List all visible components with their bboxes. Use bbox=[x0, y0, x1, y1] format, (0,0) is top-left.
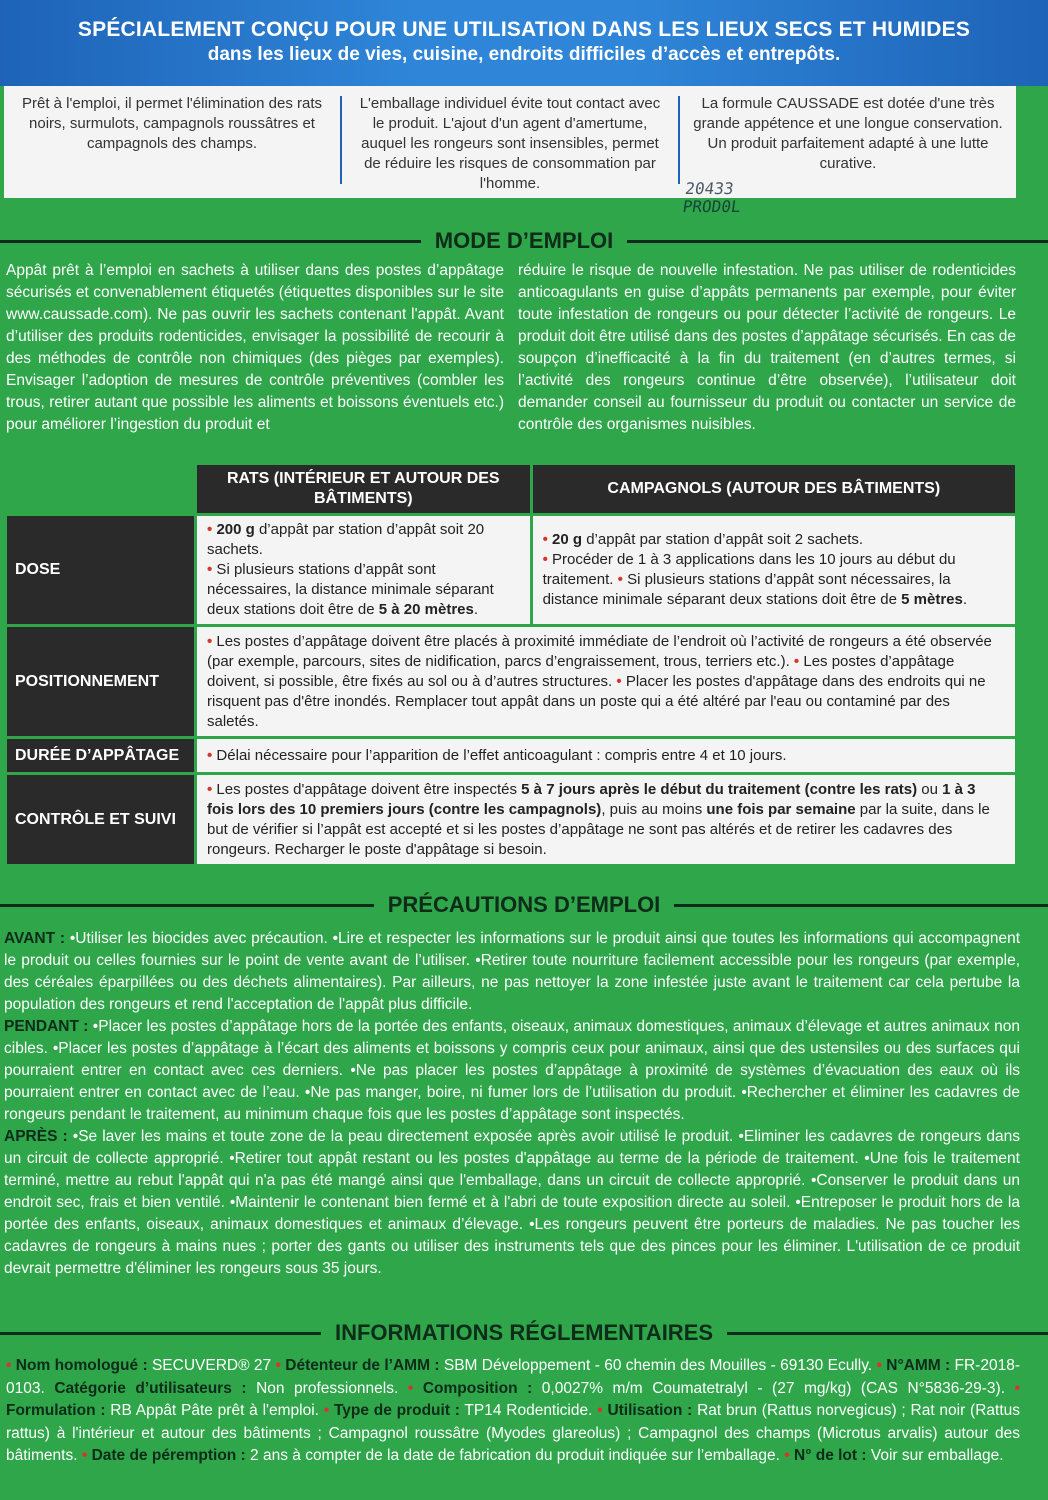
apres-item: Les rongeurs peuvent être porteurs de maladies. Ne pas toucher les cadavres de rongeurs à mains nues ; porter des gants ou utiliser des instruments tels que des pinces pour les éliminer. L'utilisation de ce produit devrait permettre d'éliminer les rongeurs sous 35 jours. bbox=[4, 1216, 1020, 1277]
heading-rule bbox=[727, 1332, 1048, 1335]
duree-text-value: Délai nécessaire pour l’apparition de l’effet anticoagulant : compris entre 4 et 10 jours. bbox=[212, 746, 787, 764]
table-row-duree bbox=[6, 738, 1017, 774]
positionnement-text bbox=[196, 626, 1017, 738]
controle-bold-2: 1 à 3 fois lors des 10 premiers jours (contre les campagnols) bbox=[207, 780, 976, 818]
bullet-icon: • bbox=[784, 1447, 790, 1464]
pendant-item: Ne pas manger, boire, ni fumer lors de l’utilisation du produit. bbox=[310, 1084, 737, 1101]
intro-panel bbox=[4, 86, 1016, 198]
bullet-icon: • bbox=[229, 1194, 236, 1211]
precautions-pendant bbox=[4, 1016, 1020, 1126]
mode-emploi-text bbox=[6, 260, 1016, 436]
banner-headline: SPÉCIALEMENT CONÇU POUR UNE UTILISATION DANS LES LIEUX SECS ET HUMIDES bbox=[77, 18, 971, 41]
mode-emploi-heading bbox=[0, 228, 1048, 254]
bullet-icon: • bbox=[1014, 1379, 1020, 1397]
controle-text-3: , puis au moins bbox=[601, 800, 707, 818]
reg-value: Voir sur emballage. bbox=[866, 1447, 1004, 1464]
reg-keyword: Nom homologué : bbox=[15, 1357, 148, 1374]
heading-rule bbox=[674, 904, 1048, 907]
bullet-icon: • bbox=[69, 930, 76, 947]
bullet-icon: • bbox=[738, 1128, 744, 1145]
bullet-icon: • bbox=[795, 1194, 801, 1211]
row-label-duree: DURÉE D’APPÂTAGE bbox=[6, 738, 196, 774]
apres-item: Se laver les mains et toute zone de la peau directement exposée après avoir utilisé le produit. bbox=[78, 1128, 734, 1145]
bullet-icon: • bbox=[207, 780, 213, 798]
reg-keyword: Catégorie d’utilisateurs : bbox=[54, 1379, 247, 1397]
controle-bold-3: une fois par semaine bbox=[706, 800, 856, 818]
apres-item: Conserver le produit dans un endroit sec, frais et bien ventilé. bbox=[4, 1172, 1020, 1211]
dose-rats-distance: 5 à 20 mètres bbox=[378, 601, 474, 618]
pendant-item: Placer les postes d’appâtage hors de la portée des enfants, oiseaux, animaux domestiques, animaux d’élevage et autres animaux non cibles. bbox=[4, 1018, 1021, 1057]
bullet-icon: • bbox=[81, 1447, 88, 1464]
duree-text bbox=[196, 738, 1017, 774]
reg-value: 0,0027% m/m Coumatetralyl - (27 mg/kg) (CAS N°5836-29-3). bbox=[532, 1379, 1015, 1397]
reg-value: TP14 Rodenticide. bbox=[459, 1402, 598, 1419]
header-rats: RATS (INTÉRIEUR ET AUTOUR DES BÂTIMENTS) bbox=[196, 464, 532, 515]
bullet-icon: • bbox=[275, 1357, 281, 1374]
bullet-icon: • bbox=[229, 1150, 235, 1167]
dose-rats-qty: 200 g bbox=[216, 521, 255, 538]
precautions-title: PRÉCAUTIONS D’EMPLOI bbox=[387, 892, 661, 917]
bullet-icon: • bbox=[475, 952, 481, 969]
apres-item: Entreposer le produit hors de la portée des enfants, oiseaux, animaux domestiques et animaux d’élevage. bbox=[4, 1194, 1020, 1233]
bullet-icon: • bbox=[864, 1150, 870, 1167]
mode-emploi-col-1: Appât prêt à l’emploi en sachets à utiliser dans des postes d’appâtage sécurisés et convenablement étiquetés (étiquettes disponibles sur le site www.caussade.com). Ne pas ouvrir les sachets contenant l'appât. Avant d’utiliser des produits rodenticides, envisager la possibilité de recourir à des méthodes de contrôle non chimiques (des pièges par exemples). Envisager l’adoption de mesures de contrôle préventives (combler les trous, retirer autant que possible les aliments et boissons éventuels etc.) pour améliorer l’ingestion du produit et bbox=[6, 262, 504, 433]
row-label-dose: DOSE bbox=[6, 515, 196, 626]
heading-rule bbox=[627, 240, 1048, 243]
bullet-icon: • bbox=[207, 632, 213, 650]
dose-camp-text: Si plusieurs stations d’appât sont nécessaires, la distance minimale séparant deux stations doit être de bbox=[542, 571, 951, 608]
bullet-icon: • bbox=[529, 1216, 535, 1233]
banner-subline: dans les lieux de vies, cuisine, endroits difficiles d’accès et entrepôts. bbox=[207, 44, 841, 65]
heading-rule bbox=[0, 1332, 321, 1335]
reglementaire-heading bbox=[0, 1320, 1048, 1346]
dosage-table bbox=[4, 462, 1018, 867]
bullet-icon: • bbox=[304, 1084, 311, 1101]
precautions-text bbox=[4, 928, 1020, 1280]
bullet-icon: • bbox=[597, 1402, 603, 1419]
dose-rats bbox=[196, 515, 532, 626]
bullet-icon: • bbox=[92, 1018, 99, 1035]
bullet-icon: • bbox=[350, 1062, 356, 1079]
reg-value: SBM Développement - 60 chemin des Mouilles - 69130 Ecully. bbox=[439, 1357, 877, 1374]
dose-camp-text: . bbox=[962, 591, 968, 608]
bullet-icon: • bbox=[616, 672, 622, 690]
heading-rule bbox=[0, 904, 374, 907]
controle-text bbox=[196, 774, 1017, 866]
reg-value: Non professionnels. bbox=[246, 1379, 399, 1397]
reg-value: Rat brun (Rattus norvegicus) ; Rat noir (Rattus rattus) à l'intérieur et autour des bâtiments ; Campagnol roussâtre (Myodes glareolus) ; Campagnol des champs (Microtus arvalis) autour des bâtiments. bbox=[6, 1402, 1020, 1464]
reg-value: 2 ans à compter de la date de fabrication du produit indiquée sur l’emballage. bbox=[245, 1447, 785, 1464]
positionnement-text-3: Placer les postes d'appâtage dans des endroits qui ne risquent pas d'être inondés. Remplacer tout appât dans un poste qui a été altéré par l'eau ou contaminé par des saletés. bbox=[207, 672, 986, 730]
bullet-icon: • bbox=[207, 521, 213, 538]
batch-stamp bbox=[681, 180, 744, 216]
dose-camp-distance: 5 mètres bbox=[901, 591, 963, 608]
row-label-positionnement: POSITIONNEMENT bbox=[6, 626, 196, 738]
bullet-icon: • bbox=[207, 561, 213, 578]
header-campagnols: CAMPAGNOLS (AUTOUR DES BÂTIMENTS) bbox=[531, 464, 1016, 515]
bullet-icon: • bbox=[876, 1357, 882, 1374]
dose-rats-text: Si plusieurs stations d’appât sont nécessaires, la distance minimale séparant deux stations doit être de bbox=[207, 561, 494, 618]
avant-item: Lire et respecter les informations sur le produit ainsi que toutes les informations qui accompagnent le produit ou celles fournies sur le point de vente avant de l’utiliser. bbox=[4, 930, 1021, 969]
reg-value: SECUVERD® 27 bbox=[147, 1357, 276, 1374]
positionnement-text-1: Les postes d’appâtage doivent être placés à proximité immédiate de l’endroit où l’activité de rongeurs a été observée (par exemple, parcours, sites de nidification, parcs d’engraissement, trous, terriers etc.). bbox=[207, 632, 992, 670]
reg-value: RB Appât Pâte prêt à l'emploi. bbox=[105, 1402, 324, 1419]
controle-text-1: Les postes d'appâtage doivent être inspectés bbox=[212, 780, 522, 798]
bullet-icon: • bbox=[542, 551, 548, 568]
bullet-icon: • bbox=[72, 1128, 79, 1145]
reglementaire-title: INFORMATIONS RÉGLEMENTAIRES bbox=[334, 1320, 714, 1345]
precautions-avant bbox=[4, 928, 1020, 1016]
dose-camp-qty: 20 g bbox=[552, 531, 583, 548]
avant-item: Utiliser les biocides avec précaution. bbox=[75, 930, 328, 947]
reg-keyword: Date de péremption : bbox=[91, 1447, 246, 1464]
pendant-item: Rechercher et éliminer les cadavres de rongeurs pendant le traitement, au minimum chaque fois que les postes d’appâtage sont inspectés. bbox=[4, 1084, 1021, 1123]
batch-stamp-line2: PROD0L bbox=[681, 197, 742, 216]
table-corner bbox=[6, 464, 196, 515]
dose-rats-text: . bbox=[473, 601, 479, 618]
reglementaire-text bbox=[6, 1355, 1020, 1468]
reg-keyword: Composition : bbox=[422, 1379, 533, 1397]
avant-keyword: AVANT : bbox=[4, 930, 66, 947]
dose-rats-text: d’appât par station d’appât soit 20 sachets. bbox=[207, 521, 485, 558]
reg-keyword: Type de produit : bbox=[333, 1402, 460, 1419]
bullet-icon: • bbox=[332, 930, 339, 947]
reg-keyword: N°AMM : bbox=[886, 1357, 951, 1374]
batch-stamp-line1: 20433 bbox=[684, 179, 735, 198]
intro-cell-1: Prêt à l'emploi, il permet l'élimination des rats noirs, surmulots, campagnols roussâtres et campagnols des champs. bbox=[21, 95, 322, 152]
apres-item: Maintenir le contenant bien fermé et à l'abri de toute exposition directe au soleil. bbox=[235, 1194, 791, 1211]
table-row-positionnement bbox=[6, 626, 1017, 738]
row-label-controle: CONTRÔLE ET SUIVI bbox=[6, 774, 196, 866]
bullet-icon: • bbox=[810, 1172, 817, 1189]
bullet-icon: • bbox=[741, 1084, 747, 1101]
apres-item: Retirer tout appât restant ou les postes d'appâtage au terme de la période de traitement. bbox=[234, 1150, 859, 1167]
heading-rule bbox=[0, 240, 421, 243]
dose-camp-text: d’appât par station d’appât soit 2 sachets. bbox=[582, 531, 864, 548]
positionnement-text-2: Les postes d’appâtage doivent, si possible, être fixés au sol ou à d’autres structures. bbox=[207, 652, 955, 690]
reg-value: FR-2018-0103. bbox=[6, 1357, 1020, 1397]
bullet-icon: • bbox=[407, 1379, 414, 1397]
bullet-icon: • bbox=[793, 652, 800, 670]
apres-item: Une fois le traitement terminé, mettre au rebut l'appât qui n'a pas été mangé ainsi que l'emballage, dans un circuit de collecte approprié. bbox=[4, 1150, 1020, 1189]
dose-campagnols bbox=[531, 515, 1016, 626]
avant-item: Retirer toute nourriture facilement accessible pour les rongeurs (par exemple, des céréales éparpillées ou des déchets alimentaires). Par ailleurs, ne pas nettoyer la zone infestée juste avant le traitement car cela pertube la population des rongeurs et rend l'acceptation de l'appât plus difficile. bbox=[4, 952, 1021, 1013]
table-row-dose bbox=[6, 515, 1017, 626]
reg-keyword: N° de lot : bbox=[794, 1447, 867, 1464]
bullet-icon: • bbox=[617, 571, 623, 588]
mode-emploi-title: MODE D’EMPLOI bbox=[434, 228, 614, 253]
precautions-apres bbox=[4, 1126, 1020, 1280]
controle-text-2: ou bbox=[917, 780, 943, 798]
intro-cell-3: La formule CAUSSADE est dotée d'une très grande appétence et une longue conservation. Un produit parfaitement adapté à une lutte curative. bbox=[693, 95, 1003, 172]
table-row-controle bbox=[6, 774, 1017, 866]
precautions-heading bbox=[0, 892, 1048, 918]
mode-emploi-col-2: réduire le risque de nouvelle infestation. Ne pas utiliser de rodenticides anticoagulants en guise d’appâts permanents par exemple, pour éviter toute infestation de rongeurs ou pour détecter l’activité de rongeurs. Le produit doit être utilisé dans des postes d’appâtage sécurisés. En cas de soupçon d’inefficacité à la fin du traitement (en d’autres termes, si l’activité des rongeurs continue d’être observée), l’utilisateur doit demander conseil au fournisseur du produit ou contacter un service de contrôle des organismes nuisibles. bbox=[518, 262, 1016, 433]
controle-bold-1: 5 à 7 jours après le début du traitement (contre les rats) bbox=[521, 780, 918, 798]
intro-cell-2: L'emballage individuel évite tout contact avec le produit. L'ajout d'un agent d'amertume, auquel les rongeurs sont insensibles, permet de réduire les risques de consommation par l'homme. bbox=[359, 95, 661, 192]
bullet-icon: • bbox=[6, 1357, 12, 1374]
top-banner bbox=[0, 0, 1048, 86]
bullet-icon: • bbox=[207, 746, 213, 764]
apres-item: Eliminer les cadavres de rongeurs dans un circuit de collecte approprié. bbox=[4, 1128, 1021, 1167]
reg-keyword: Détenteur de l’AMM : bbox=[285, 1357, 440, 1374]
bullet-icon: • bbox=[52, 1040, 59, 1057]
table-header-row bbox=[6, 464, 1017, 515]
reg-keyword: Formulation : bbox=[6, 1402, 106, 1419]
reg-keyword: Utilisation : bbox=[607, 1402, 693, 1419]
bullet-icon: • bbox=[542, 531, 548, 548]
pendant-keyword: PENDANT : bbox=[4, 1018, 89, 1035]
dose-camp-text: Procéder de 1 à 3 applications dans les 10 jours au début du traitement. bbox=[542, 551, 956, 588]
bullet-icon: • bbox=[323, 1402, 330, 1419]
pendant-item: Placer les postes d’appâtage à l’écart des aliments et boissons y compris ceux pour animaux, ainsi que des ustensiles ou des surfaces qui pourraient entrer en contact avec ces derniers. bbox=[4, 1040, 1020, 1079]
pendant-item: Ne pas placer les postes d’appâtage à proximité de systèmes d’évacuation des eaux où ils pourraient entrer en contact avec de l’eau. bbox=[4, 1062, 1021, 1101]
apres-keyword: APRÈS : bbox=[4, 1128, 68, 1145]
controle-text-4: par la suite, dans le but de vérifier si l’appât est accepté et si les postes d’appâtage ne sont pas altérés et de retirer les cadavres des rongeurs. Recharger le poste d'appâtage si besoin. bbox=[207, 800, 990, 858]
